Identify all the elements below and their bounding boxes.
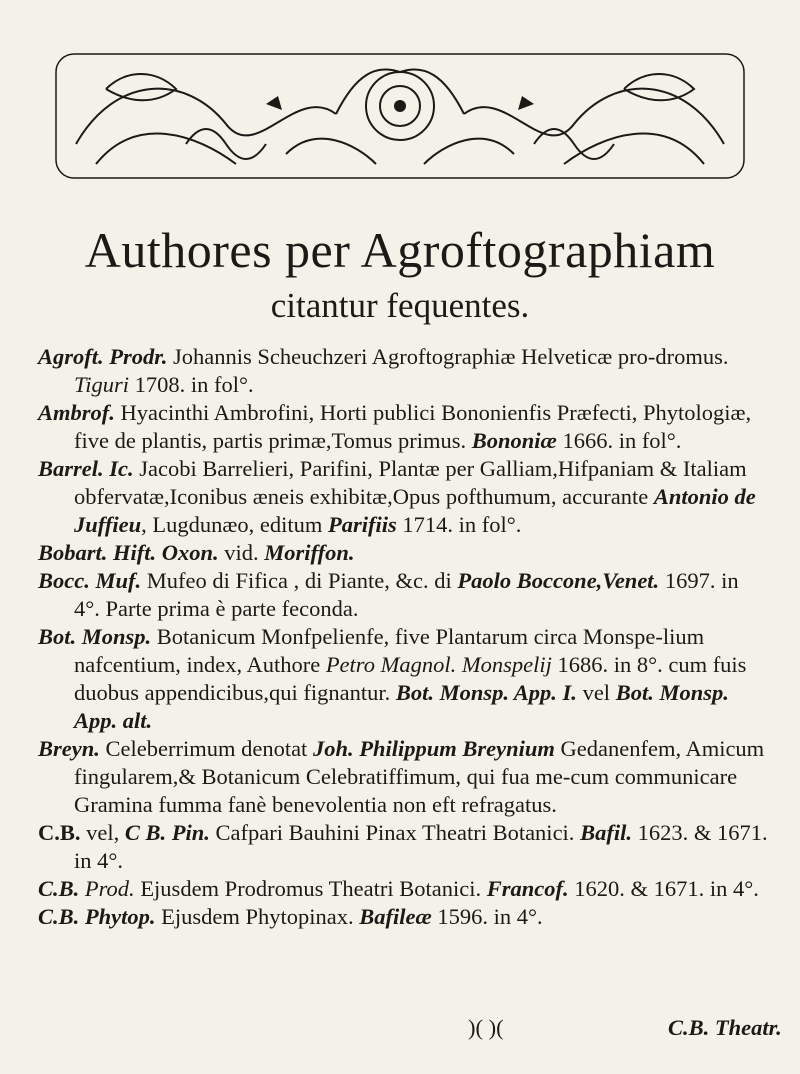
decorative-headpiece <box>36 44 764 194</box>
bibliography-entry: C.B. Prod. Ejusdem Prodromus Theatri Botanici. Francof. 1620. & 1671. in 4°. <box>38 876 759 901</box>
catchword: C.B. Theatr. <box>668 1015 782 1040</box>
signature-mark: )( )( <box>468 1015 504 1040</box>
bibliography-entry: Barrel. Ic. Jacobi Barrelieri, Parifini, Plantæ per Galliam,Hifpaniam & Italiam obfervatæ,Iconibus æneis exhibitæ,Opus pofthumum, accurante Antonio de Juffieu, Lugdunæo, editum Parifiis 1714. in fol°. <box>38 456 756 537</box>
bibliography-entry: C.B. Phytop. Ejusdem Phytopinax. Bafileæ 1596. in 4°. <box>38 904 543 929</box>
bibliography-entry: Bobart. Hift. Oxon. vid. Moriffon. <box>38 540 355 565</box>
bibliography-entry: Breyn. Celeberrimum denotat Joh. Philippum Breynium Gedanenfem, Amicum fingularem,& Botanicum Celebratiffimum, qui fua me-cum communicare Gramina fumma fanè benevolentia non eft refragatus. <box>38 736 765 817</box>
page-subtitle: citantur fequentes. <box>270 286 530 325</box>
page-footer <box>0 1015 800 1045</box>
page-title: Authores per Agroftographiam <box>84 222 716 278</box>
bibliography-list <box>38 343 768 931</box>
bibliography-entry: Bocc. Muf. Mufeo di Fifica , di Piante, &c. di Paolo Boccone,Venet. 1697. in 4°. Parte prima è parte feconda. <box>38 568 739 621</box>
bibliography-entry: Ambrof. Hyacinthi Ambrofini, Horti publici Bononienfis Præfecti, Phytologiæ, five de plantis, partis primæ,Tomus primus. Bononiæ 1666. in fol°. <box>38 400 752 453</box>
bibliography-entry: Agroft. Prodr. Johannis Scheuchzeri Agroftographiæ Helveticæ pro-dromus. Tiguri 1708. in fol°. <box>38 344 729 397</box>
bibliography-entry: C.B. vel, C B. Pin. Cafpari Bauhini Pinax Theatri Botanici. Bafil. 1623. & 1671. in 4°. <box>38 820 768 873</box>
bibliography-entry: Bot. Monsp. Botanicum Monfpelienfe, five Plantarum circa Monspe-lium nafcentium, index, Authore Petro Magnol. Monspelij 1686. in 8°. cum fuis duobus appendicibus,qui fignantur. Bot. Monsp. App. I. vel Bot. Monsp. App. alt. <box>38 624 747 733</box>
